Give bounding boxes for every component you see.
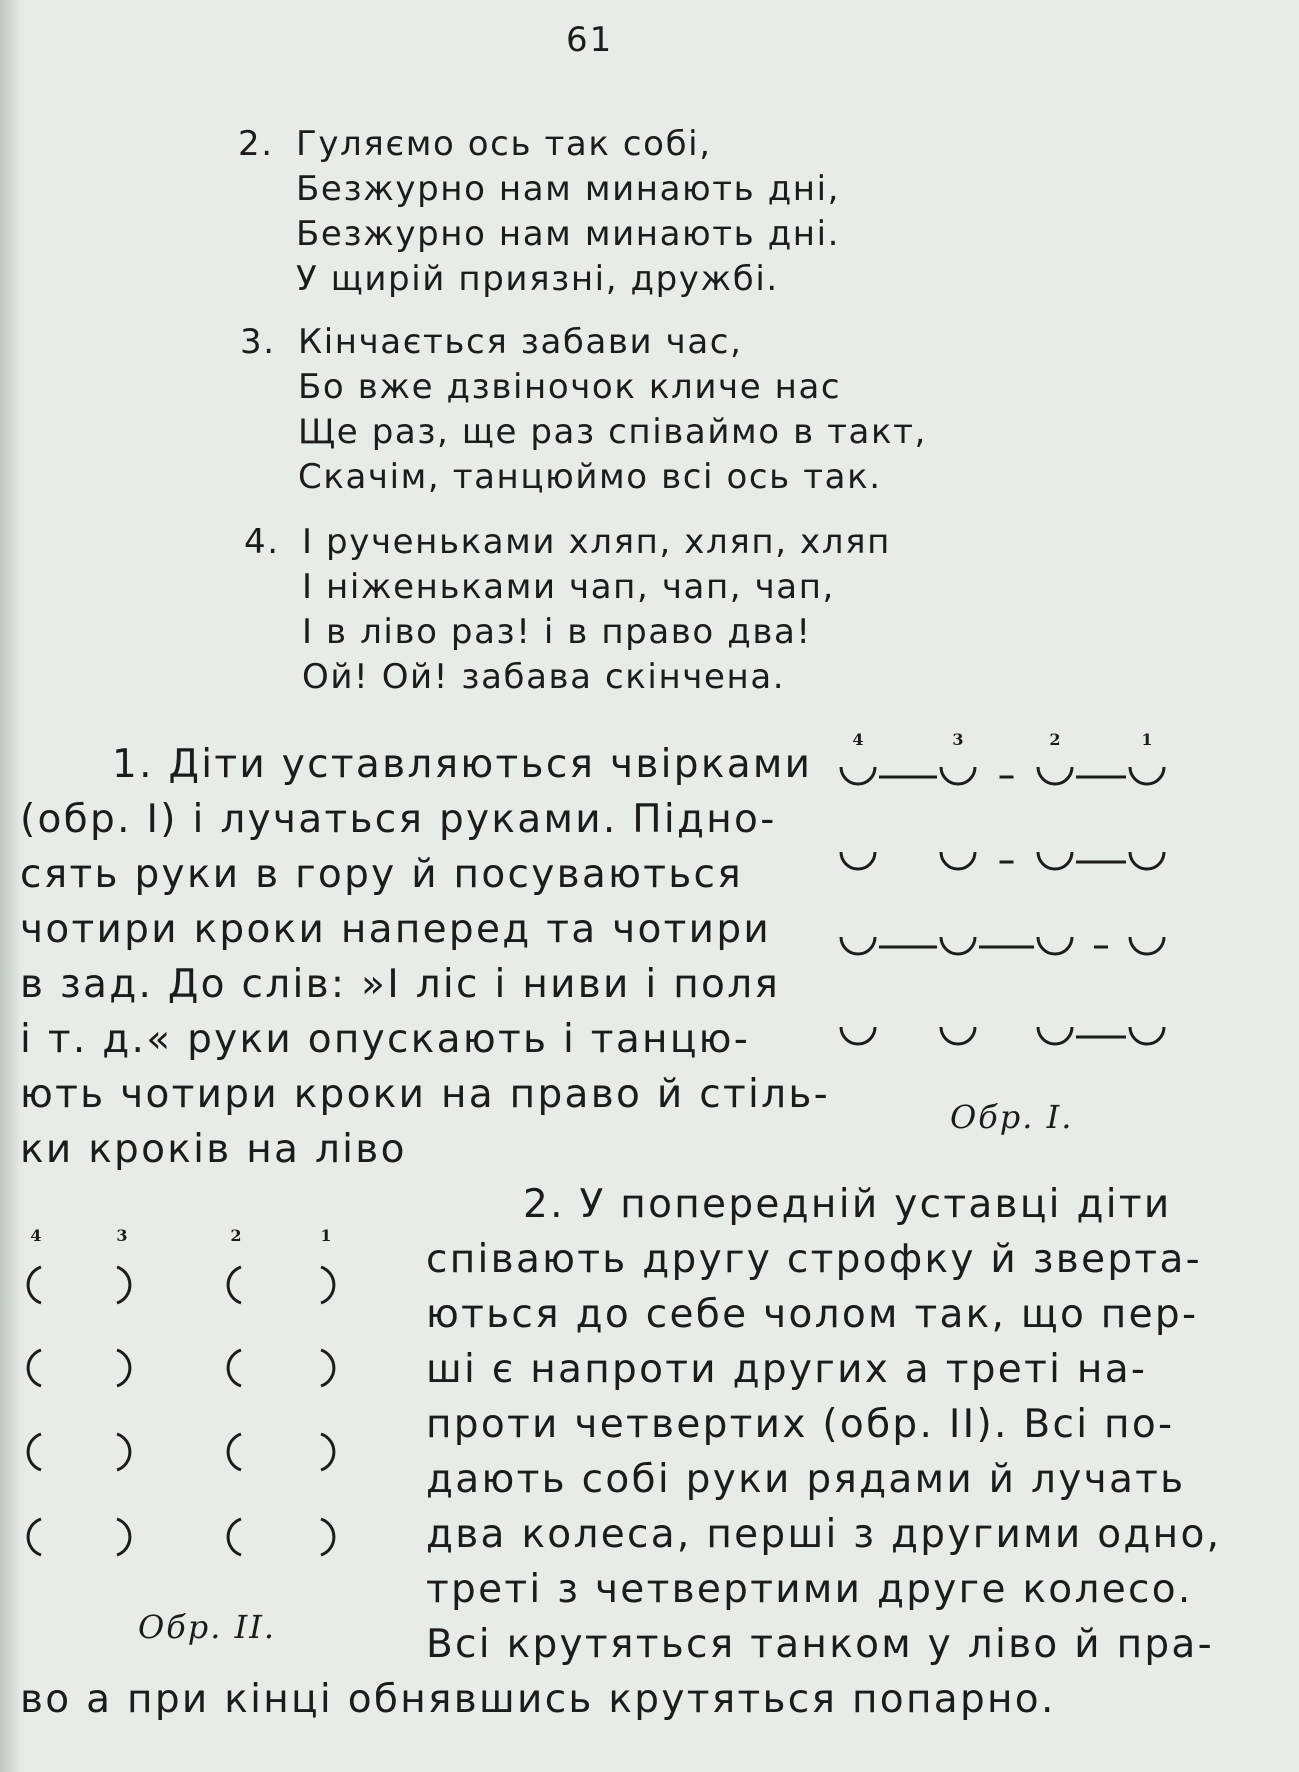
figure-2-diagram: [14, 1225, 354, 1565]
dancer-arc: [228, 1350, 241, 1386]
figure-2-rows: [28, 1267, 334, 1555]
verse-line: Безжурно нам минають дні.: [296, 214, 841, 254]
dancer-arc: [28, 1267, 41, 1303]
figure-1-column-labels: [852, 730, 1152, 749]
figure-2-label-4: 4: [30, 1226, 42, 1245]
paragraph-line: 1. Діти уставляються чвірками: [112, 742, 813, 787]
dancer-arc: [941, 937, 975, 954]
dancer-arc: [841, 767, 875, 784]
dancer-arc: [1130, 1027, 1164, 1044]
stanza-number: 4.: [244, 522, 280, 562]
dancer-arc: [321, 1434, 334, 1470]
paragraph-line: і т. д.« руки опускають і танцю-: [20, 1017, 751, 1062]
verse-line: І в ліво раз! і в право два!: [302, 612, 812, 652]
dancer-arc: [28, 1519, 41, 1555]
dancer-arc: [1038, 937, 1072, 954]
verse-line: Ой! Ой! забава скінчена.: [302, 657, 786, 697]
dancer-arc: [117, 1434, 130, 1470]
paragraph-line: проти четвертих (обр. II). Всі по-: [426, 1402, 1175, 1447]
dancer-arc: [228, 1267, 241, 1303]
stanza-3: [240, 320, 927, 500]
paragraph-line: треті з четвертими друге колесо.: [426, 1567, 1193, 1612]
figure-1-label-4: 4: [852, 730, 864, 749]
dancer-arc: [941, 852, 975, 869]
paragraph-line: Всі крутяться танком у ліво й пра-: [426, 1622, 1215, 1667]
figure-2-label-1: 1: [320, 1226, 332, 1245]
paragraph-line: ють чотири кроки на право й стіль-: [20, 1072, 830, 1117]
verse-line: Гуляємо ось так собі,: [296, 124, 712, 164]
dancer-arc: [1130, 767, 1164, 784]
paragraph-line: дають собі руки рядами й лучать: [426, 1457, 1186, 1502]
figure-1-rows: [841, 767, 1164, 1044]
paragraph-line: два колеса, перші з другими одно,: [426, 1512, 1222, 1557]
dancer-arc: [941, 1027, 975, 1044]
verse-line: Скачім, танцюймо всі ось так.: [298, 457, 882, 497]
figure-2-column-labels: [30, 1226, 331, 1245]
paragraph-line: чотири кроки наперед та чотири: [20, 907, 772, 952]
dancer-arc: [321, 1519, 334, 1555]
stanza-number: 2.: [238, 124, 274, 164]
dancer-arc: [28, 1350, 41, 1386]
paragraph-line: співають другу строфку й зверта-: [426, 1237, 1203, 1282]
figure-1-caption: Обр. І.: [950, 1098, 1074, 1136]
dancer-arc: [321, 1350, 334, 1386]
page-number: 61: [566, 20, 614, 60]
stanza-4: [244, 520, 891, 700]
dancer-arc: [117, 1350, 130, 1386]
dancer-arc: [841, 1027, 875, 1044]
paragraph-line: во а при кінці обнявшись крутяться попарно.: [20, 1677, 1056, 1722]
dancer-arc: [941, 767, 975, 784]
dancer-arc: [228, 1434, 241, 1470]
dancer-arc: [1038, 1027, 1072, 1044]
figure-2-label-2: 2: [230, 1226, 242, 1245]
figure-1-label-1: 1: [1141, 730, 1153, 749]
stanza-2: [238, 122, 841, 302]
stanza-number: 3.: [240, 322, 276, 362]
dancer-arc: [228, 1519, 241, 1555]
dancer-arc: [841, 937, 875, 954]
dancer-arc: [28, 1434, 41, 1470]
dancer-arc: [1130, 852, 1164, 869]
paragraph-line: в зад. До слів: »І ліс і ниви і поля: [20, 962, 781, 1007]
verse-line: Кінчається забави час,: [298, 322, 743, 362]
verse-line: У щирій приязні, дружбі.: [296, 259, 779, 299]
dancer-arc: [841, 852, 875, 869]
paragraph-line: (обр. І) і лучаться руками. Підно-: [20, 797, 777, 842]
figure-2-caption: Обр. II.: [138, 1608, 277, 1646]
dancer-arc: [117, 1519, 130, 1555]
verse-line: Безжурно нам минають дні,: [296, 169, 841, 209]
figure-1-label-2: 2: [1049, 730, 1061, 749]
dancer-arc: [1130, 937, 1164, 954]
figure-1-label-3: 3: [952, 730, 964, 749]
figure-1-diagram: [820, 720, 1190, 1060]
paragraph-line: сять руки в гору й посуваються: [20, 852, 744, 897]
verse-line: Бо вже дзвіночок кличе нас: [298, 367, 842, 407]
dancer-arc: [1038, 852, 1072, 869]
paragraph-line: ки кроків на ліво: [20, 1127, 407, 1172]
dancer-arc: [321, 1267, 334, 1303]
paragraph-line: ються до себе чолом так, що пер-: [426, 1292, 1199, 1337]
paragraph-line: 2. У попередній уставці діти: [523, 1182, 1172, 1227]
verse-line: І ніженьками чап, чап, чап,: [302, 567, 835, 607]
dancer-arc: [1038, 767, 1072, 784]
verse-line: І рученьками хляп, хляп, хляп: [302, 522, 891, 562]
verse-line: Ще раз, ще раз співаймо в такт,: [298, 412, 927, 452]
dancer-arc: [117, 1267, 130, 1303]
paragraph-line: ші є напроти других а треті на-: [426, 1347, 1148, 1392]
figure-2-label-3: 3: [116, 1226, 128, 1245]
